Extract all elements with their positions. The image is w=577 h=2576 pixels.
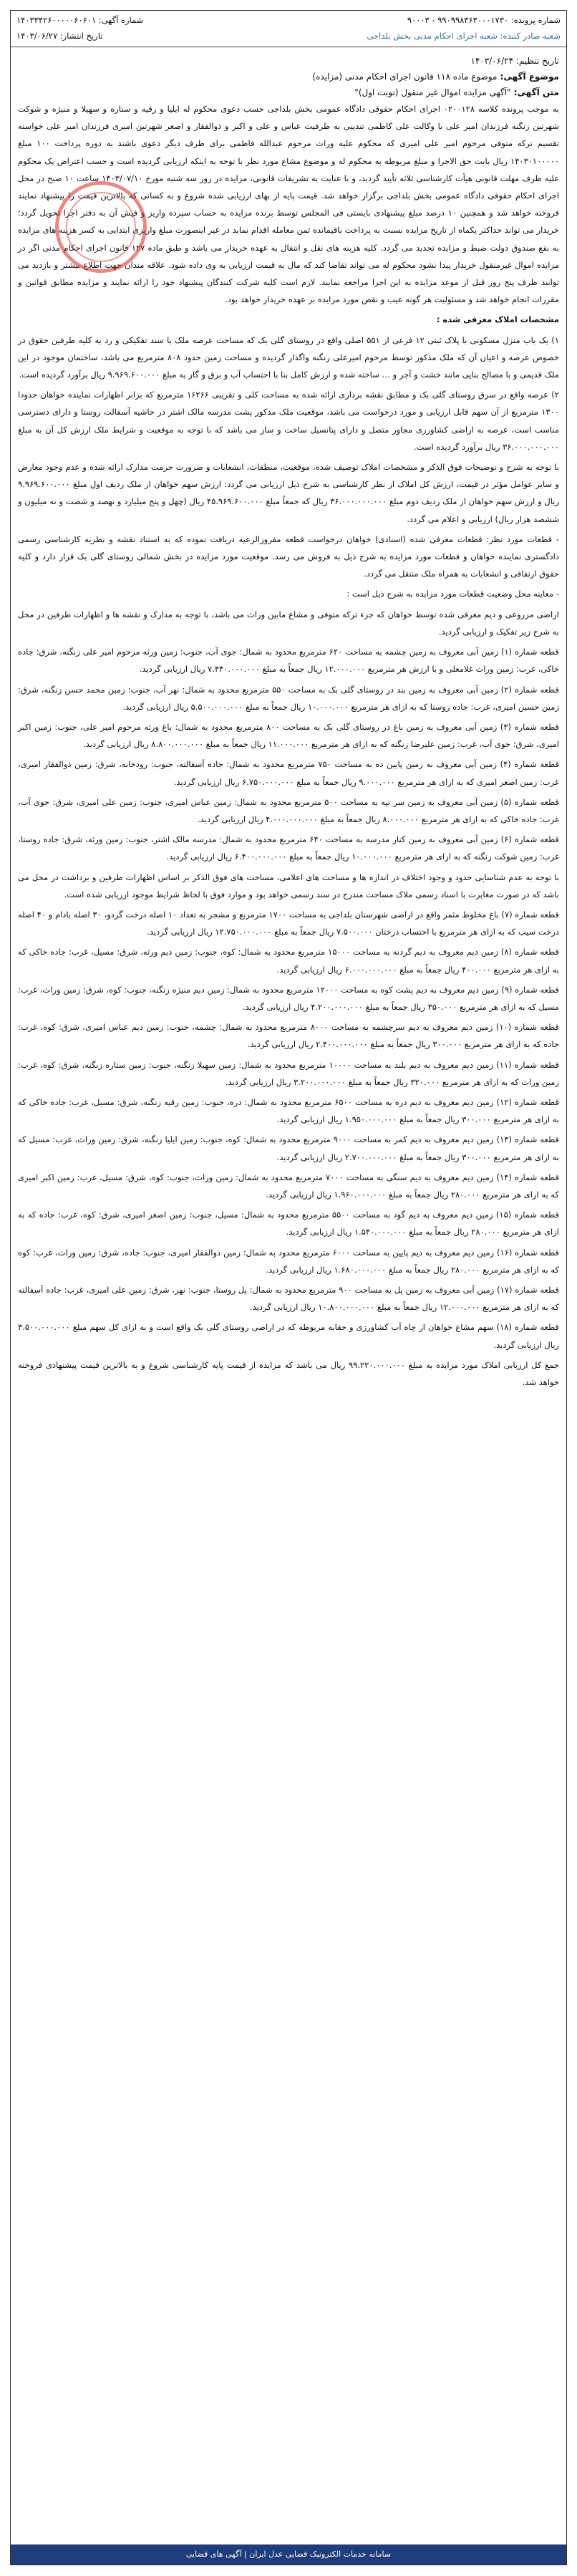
property-item: قطعه شماره (۳) زمین آبی معروف به زمین باغ در روستای گلی بک به مساحت ۸۰۰ مترمربع محدود به شمال: باغ ورثه مرحوم امیر علی، جنوب: زمین اکبر امیری، شرق: جوی آب، غرب: زمین علیرضا زنگنه که به ازای هر مترمربع ۱۱.۰۰۰.۰۰۰ ریال جمعاً به مبلغ ۸.۸۰۰.۰۰۰.۰۰۰ ریال ارزیابی گردید. <box>18 721 560 750</box>
court-stamp-inner <box>59 185 144 270</box>
notice-intro: به موجب پرونده کلاسه ۰۲۰۰۱۲۸ اجرای احکام حقوقی دادگاه عمومی بخش بلداجی حسب دعوی محکوم له ایلیا و رقیه و ستاره و سهیلا و منیژه و شوکت شهرتین زنگنه فرزندان امیر علی با وکالت علی کاظمی تندیبی به طرفیت عباس و علی و اکبر و ذوالفقار و اصغر شهرتین امیری فرزندان امیر علی خواسته تقسیم ترکه متوفی مرحوم امیر علی امیری که محکوم علیه وراث مرحوم عبدالله فاطمی برای طرف دیگر دعوی باشند به دوره پرداخت ۱۰۰ مبلغ ۱۴۰۳۰۱۰۰۰۰۰ ریال بابت حق الاجرا و مبلغ مربوطه به محکوم له و موضوع مشاع مورد نظر با توجه به اینکه ارزیابی گردیده است و حسب اعتراض یک محکوم علیه ظرف مهلت قانونی هیأت کارشناسی ثلاثه تأیید گردید، و با عنایت به تشریفات قانونی، مزایده در روز سه شنبه مورخ ۱۴۰۳/۰۷/۱۰ ساعت ۱۰ صبح در محل اجرای احکام حقوقی دادگاه عمومی بخش بلداجی برگزار خواهد شد. قیمت پایه از بهای ارزیابی شده شروع و به کسانی که بالاترین قیمت را پیشنهاد نمایند فروخته خواهد شد و همچنین ۱۰ درصد مبلغ پیشنهادی بایستی فی المجلس توسط برنده مزایده به حساب سپرده واریز و فیش آن به دفتر اجرا تحویل گردد؛ خریدار می تواند حداکثر یکماه از تاریخ مزایده نسبت به پرداخت باقیمانده ثمن معامله اقدام نماید در غیر اینصورت مبلغ واریزی ابتدایی به کسر هزینه های مزایده به نفع صندوق دولت ضبط و مزایده تجدید می گردد. کلیه هزینه های نقل و انتقال به عهده خریدار می باشد و طبق ماده ۱۲۷ قانون اجرای احکام مدنی اگر در مزایده اموال غیرمنقول خریدار پیدا نشود محکوم له می تواند تقاضا کند که مال به قیمت ارزیابی به وی داده شود. علاقه مندان جهت اطلاع بیشتر و بازدید می توانند ظرف پنج روز قبل از موعد مزایده به این اجرا مراجعه نمایند. لازم است کلیه شرکت کنندگان پیشنهاد خود را ارائه نمایند و مزایده مطابق قوانین و مقررات انجام خواهد شد و مسئولیت هر گونه عیب و نقص مورد مزایده بر عهده خریدار خواهد بود. <box>18 104 559 305</box>
property-item: قطعه شماره (۶) زمین آبی معروف به زمین کنار مدرسه به مساحت ۶۴۰ مترمربع محدود به شمال: مدرسه مالک اشتر، جنوب: زمین ورثه، شرق: جاده روستا، غرب: زمین شوکت زنگنه که به ازای هر مترمربع ۱۰.۰۰۰.۰۰۰ ریال جمعاً به مبلغ ۶.۴۰۰.۰۰۰.۰۰۰ ریال ارزیابی گردید. <box>18 834 559 862</box>
property-item: قطعه شماره (۴) زمین آبی معروف به زمین پایین ده به مساحت ۷۵۰ مترمربع محدود به شمال: جاده آسفالته، جنوب: رودخانه، شرق: زمین ذوالفقار امیری، غرب: زمین اصغر امیری که به ازای هر مترمربع ۹.۰۰۰.۰۰۰ ریال جمعاً به مبلغ ۶.۷۵۰.۰۰۰.۰۰۰ ریال ارزیابی گردید. <box>18 759 560 787</box>
property-item: جمع کل ارزیابی املاک مورد مزایده به مبلغ ۹۹.۲۲۰.۰۰۰.۰۰۰ ریال می باشد که مزایده از قیمت پایه کارشناسی شروع و به بالاترین قیمت پیشنهادی فروخته خواهد شد. <box>18 1359 559 1388</box>
notice-page <box>10 10 567 2565</box>
property-item: قطعه شماره (۱۲) زمین دیم معروف به دیم دره به مساحت ۶۵۰۰ مترمربع محدود به شمال: دره، جنوب: زمین رقیه زنگنه، شرق: مسیل، غرب: جاده خاکی که به ازای هر مترمربع ۳۰۰.۰۰۰ ریال جمعاً به مبلغ ۱.۹۵۰.۰۰۰.۰۰۰ ریال ارزیابی گردید. <box>18 1096 559 1125</box>
header-row-bottom <box>16 29 561 42</box>
property-item: قطعه شماره (۱۵) زمین دیم معروف به دیم گود به مساحت ۵۵۰۰ مترمربع محدود به شمال: مسیل، جنوب: زمین اصغر امیری، شرق: کوه، غرب: جاده که به ازای هر مترمربع ۲۸۰.۰۰۰ ریال جمعاً به مبلغ ۱.۵۴۰.۰۰۰.۰۰۰ ریال ارزیابی گردید. <box>18 1210 559 1238</box>
publish-date: تاریخ انتشار: ۱۴۰۳/۰۶/۲۷ <box>16 31 103 41</box>
property-item: با توجه به عدم شناسایی حدود و وجود اختلاف در اندازه ها و مساحت های اعلامی، مساحت های فوق الذکر بر اساس اظهارات طرفین و برداشت در محل می باشد که در صورت مغایرت با اسناد رسمی ملاک مساحت مندرج در سند رسمی خواهد بود و موارد فوق با لحاظ شرایط موجود ارزیابی شده است. <box>18 872 559 899</box>
property-item: با توجه به شرح و توضیحات فوق الذکر و مشخصات املاک توصیف شده، موقعیت، منطقات، انشعابات و ضرورت حرمت مدارک ارائه شده و عدم وجود معارض و سایر عوامل مؤثر در قیمت، ارزش کل املاک از نظر کارشناسی به شرح ذیل ارزیابی می گردد: ارزش سهم خواهان از ملک ردیف اول مبلغ ۹.۹۶۹.۶۰۰.۰۰۰ ریال و ارزش سهم خواهان از ملک ردیف دوم مبلغ ۳۶.۰۰۰.۰۰۰.۰۰۰ ریال که جمعاً مبلغ ۴۵.۹۶۹.۶۰۰.۰۰۰ ریال (چهل و پنج میلیارد و نهصد و شصت و نه میلیون و ششصد هزار ریال) ارزیابی و اعلام می گردد. <box>18 462 559 524</box>
notice-number: شماره آگهی: ۱۴۰۳۳۴۲۶۰۰۰۰۰۶۰۶۰۱ <box>16 15 144 25</box>
property-item: اراضی مزروعی و دیم معرفی شده توسط خواهان که جزء ترکه متوفی و مشاع مابین وراث می باشد، با توجه به مدارک و نقشه ها و اظهارات طرفین در محل به شرح زیر تفکیک و ارزیابی گردید. <box>18 609 559 637</box>
property-item: ۲) عرصه واقع در سرق روستای گلی بک و مطابق نقشه برداری ارائه شده به مساحت کلی و تقریبی ۱۶۲۶۶ مترمربع که برابر اظهارات نماینده خواهان حدودا ۱۳۰۰ مترمربع از آن سهم قابل ارزیابی و مورد درخواست می باشد، موقعیت ملک مذکور پشت مدرسه مالک اشتر در حاشیه آسفالت روستا و دارای دسترسی مناسب است، عرصه به اراضی کشاورزی مجاور متصل و دارای پتانسیل ساخت و ساز می باشد که با توجه به موقعیت و شرایط ملک ارزش کل آن به مبلغ ۳۶.۰۰۰.۰۰۰.۰۰۰ ریال برآورد گردیده است. <box>18 390 559 452</box>
notice-body <box>11 100 566 1391</box>
property-item: قطعه شماره (۷) باغ مخلوط مثمر واقع در اراضی شهرستان بلداجی به مساحت ۱۷۰۰ مترمربع و مشجر به تعداد ۱۰ اصله درخت گردو، ۳۰ اصله بادام و ۴۰ اصله درخت سیب که به ازای هر مترمربع با احتساب درختان ۷.۵۰۰.۰۰۰ ریال جمعاً به مبلغ ۱۲.۷۵۰.۰۰۰.۰۰۰ ریال ارزیابی گردید. <box>18 909 559 937</box>
property-item: قطعه شماره (۱۰) زمین دیم معروف به دیم سرچشمه به مساحت ۸۰۰۰ مترمربع محدود به شمال: چشمه، جنوب: زمین دیم عباس امیری، شرق: کوه، غرب: جاده که به ازای هر مترمربع ۳۰۰.۰۰۰ ریال جمعاً به مبلغ ۲.۴۰۰.۰۰۰.۰۰۰ ریال ارزیابی گردید. <box>18 1022 560 1050</box>
property-item: - معاینه محل وضعیت قطعات مورد مزایده به شرح ذیل است : <box>346 589 559 599</box>
portal-footer: سامانه خدمات الکترونیک قضایی عدل ایران | آگهی های قضایی <box>11 2544 566 2565</box>
property-item: قطعه شماره (۱۳) زمین دیم معروف به دیم کمر به مساحت ۹۰۰۰ مترمربع محدود به شمال: کوه، جنوب: زمین ایلیا زنگنه، شرق: زمین وراث، غرب: مسیل که به ازای هر مترمربع ۳۰۰.۰۰۰ ریال جمعاً به مبلغ ۲.۷۰۰.۰۰۰.۰۰۰ ریال ارزیابی گردید. <box>18 1134 560 1162</box>
sender-date: تاریخ تنظیم: ۱۴۰۳/۰۶/۲۴ <box>470 56 559 66</box>
property-item: قطعه شماره (۱۱) زمین دیم معروف به دیم بلند به مساحت ۱۰۰۰۰ مترمربع محدود به شمال: زمین سهیلا زنگنه، جنوب: زمین ستاره زنگنه، شرق: کوه، غرب: زمین وراث که به ازای هر مترمربع ۳۲۰.۰۰۰ ریال جمعاً به مبلغ ۳.۲۰۰.۰۰۰.۰۰۰ ریال ارزیابی گردید. <box>18 1059 559 1087</box>
issuer: شعبه صادر کننده: شعبه اجرای احکام مدنی بخش بلداجی <box>367 31 561 41</box>
property-item: - قطعات مورد نظر: قطعات معرفی شده (اسنادی) خواهان درخواست قطعه مفروزالرعیه دریافت نموده که به استناد نقشه و نظریه کارشناسی رسمی دادگستری نماینده خواهان و قطعات مورد مزایده به شرح ذیل به فروش می رسد. موقعیت مورد مزایده در بخش شمالی روستای گلی بک قرار دارد و کلیه حقوق ارتفاقی و انشعابات به همراه ملک منتقل می گردد. <box>18 534 559 579</box>
notice-subject: موضوع آگهی: موضوع ماده ۱۱۸ قانون اجرای احکام مدنی (مزایده) <box>312 72 559 82</box>
tracking-number: شماره پرونده: ۹۹۰۹۹۸۳۶۳۰۰۰۱۷۳۰ - ۹۰۰۰۳ <box>407 15 561 25</box>
notice-text-title: متن آگهی: "آگهی مزایده اموال غیر منقول (نوبت اول)" <box>354 87 559 97</box>
specs-heading: مشخصات املاک معرفی شده : <box>436 314 559 325</box>
property-list <box>18 332 559 1391</box>
property-item: قطعه شماره (۲) زمین آبی معروف به زمین بند در روستای گلی بک به مساحت ۵۵۰ مترمربع محدود به شمال: نهر آب، جنوب: زمین محمد حسن زنگنه، شرق: زمین حسین امیری، غرب: جاده روستا که به ازای هر مترمربع ۱۰.۰۰۰.۰۰۰ ریال جمعاً به مبلغ ۵.۵۰۰.۰۰۰.۰۰۰ ریال ارزیابی گردید. <box>18 684 559 712</box>
property-item: قطعه شماره (۱۶) زمین دیم معروف به دیم پایین به مساحت ۶۰۰۰ مترمربع محدود به شمال: زمین ذوالفقار امیری، جنوب: جاده، شرق: زمین وراث، غرب: کوه که به ازای هر مترمربع ۲۸۰.۰۰۰ ریال جمعاً به مبلغ ۱.۶۸۰.۰۰۰.۰۰۰ ریال ارزیابی گردید. <box>18 1247 560 1275</box>
header-row-top <box>16 14 561 26</box>
notice-meta <box>11 47 566 100</box>
property-item: قطعه شماره (۱۷) زمین آبی معروف به زمین پل به مساحت ۹۰۰ مترمربع محدود به شمال: پل روستا، جنوب: نهر، شرق: زمین علی امیری، غرب: جاده آسفالته که به ازای هر مترمربع ۱۲.۰۰۰.۰۰۰ ریال جمعاً به مبلغ ۱۰.۸۰۰.۰۰۰.۰۰۰ ریال ارزیابی گردید. <box>18 1285 559 1313</box>
property-item: قطعه شماره (۹) زمین دیم معروف به دیم پشت کوه به مساحت ۱۲۰۰۰ مترمربع محدود به شمال: زمین دیم منیژه زنگنه، جنوب: کوه، شرق: زمین وراث، غرب: مسیل که به ازای هر مترمربع ۳۵۰.۰۰۰ ریال جمعاً به مبلغ ۴.۲۰۰.۰۰۰.۰۰۰ ریال ارزیابی گردید. <box>18 984 560 1012</box>
property-item: قطعه شماره (۱۸) سهم مشاع خواهان از چاه آب کشاورزی و حقابه مربوطه که در اراضی روستای گلی بک واقع است و به ازای کل سهم مبلغ ۳.۵۰۰.۰۰۰.۰۰۰ ریال ارزیابی گردید. <box>18 1322 559 1350</box>
property-item: ۱) یک باب منزل مسکونی با پلاک ثبتی ۱۲ فرعی از ۵۵۱ اصلی واقع در روستای گلی بک که مساحت عرصه ملک با سند تفکیکی و رد یه کلیه طرفین حقوق در خصوص عرصه و اعیان آن که ملک مذکور توسط مرحوم امیرعلی زنگنه واگذار گردیده و مساحت زمین حدود ۸۰۸ مترمربع می باشد، ساختمان موجود در این ملک قدیمی و با مصالح بنایی مانند خشت و آجر و … ساخته شده و ارزش کامل بنا با احتساب آب و برق و گاز به مبلغ ۹.۹۶۹.۶۰۰.۰۰۰ ریال برآورد گردیده است. <box>18 334 559 380</box>
property-item: قطعه شماره (۱۴) زمین دیم معروف به دیم سنگی به مساحت ۷۰۰۰ مترمربع محدود به شمال: زمین وراث، جنوب: کوه، شرق: مسیل، غرب: زمین اکبر امیری که به ازای هر مترمربع ۲۸۰.۰۰۰ ریال جمعاً به مبلغ ۱.۹۶۰.۰۰۰.۰۰۰ ریال ارزیابی گردید. <box>18 1172 559 1200</box>
property-item: قطعه شماره (۸) زمین دیم معروف به دیم گردنه به مساحت ۱۵۰۰۰ مترمربع محدود به شمال: کوه، جنوب: زمین دیم ورثه، شرق: مسیل، غرب: جاده خاکی که به ازای هر مترمربع ۴۰۰.۰۰۰ ریال جمعاً به مبلغ ۶.۰۰۰.۰۰۰.۰۰۰ ریال ارزیابی گردید. <box>18 947 559 975</box>
property-item: قطعه شماره (۱) زمین آبی معروف به زمین چشمه به مساحت ۶۲۰ مترمربع محدود به شمال: جوی آب، جنوب: زمین ورثه مرحوم امیر علی زنگنه، شرق: جاده خاکی، غرب: زمین وراث غلامعلی و با ارزش هر مترمربع ۱۲.۰۰۰.۰۰۰ ریال جمعاً به مبلغ ۷.۴۴۰.۰۰۰.۰۰۰ ریال ارزیابی گردید. <box>18 647 559 675</box>
property-item: قطعه شماره (۵) زمین آبی معروف به زمین سر تپه به مساحت ۵۰۰ مترمربع محدود به شمال: زمین عباس امیری، جنوب: زمین علی امیری، شرق: جوی آب، غرب: جاده خاکی که به ازای هر مترمربع ۸.۰۰۰.۰۰۰ ریال جمعاً به مبلغ ۴.۰۰۰.۰۰۰.۰۰۰ ریال ارزیابی گردید. <box>18 796 559 824</box>
notice-header <box>11 11 566 47</box>
